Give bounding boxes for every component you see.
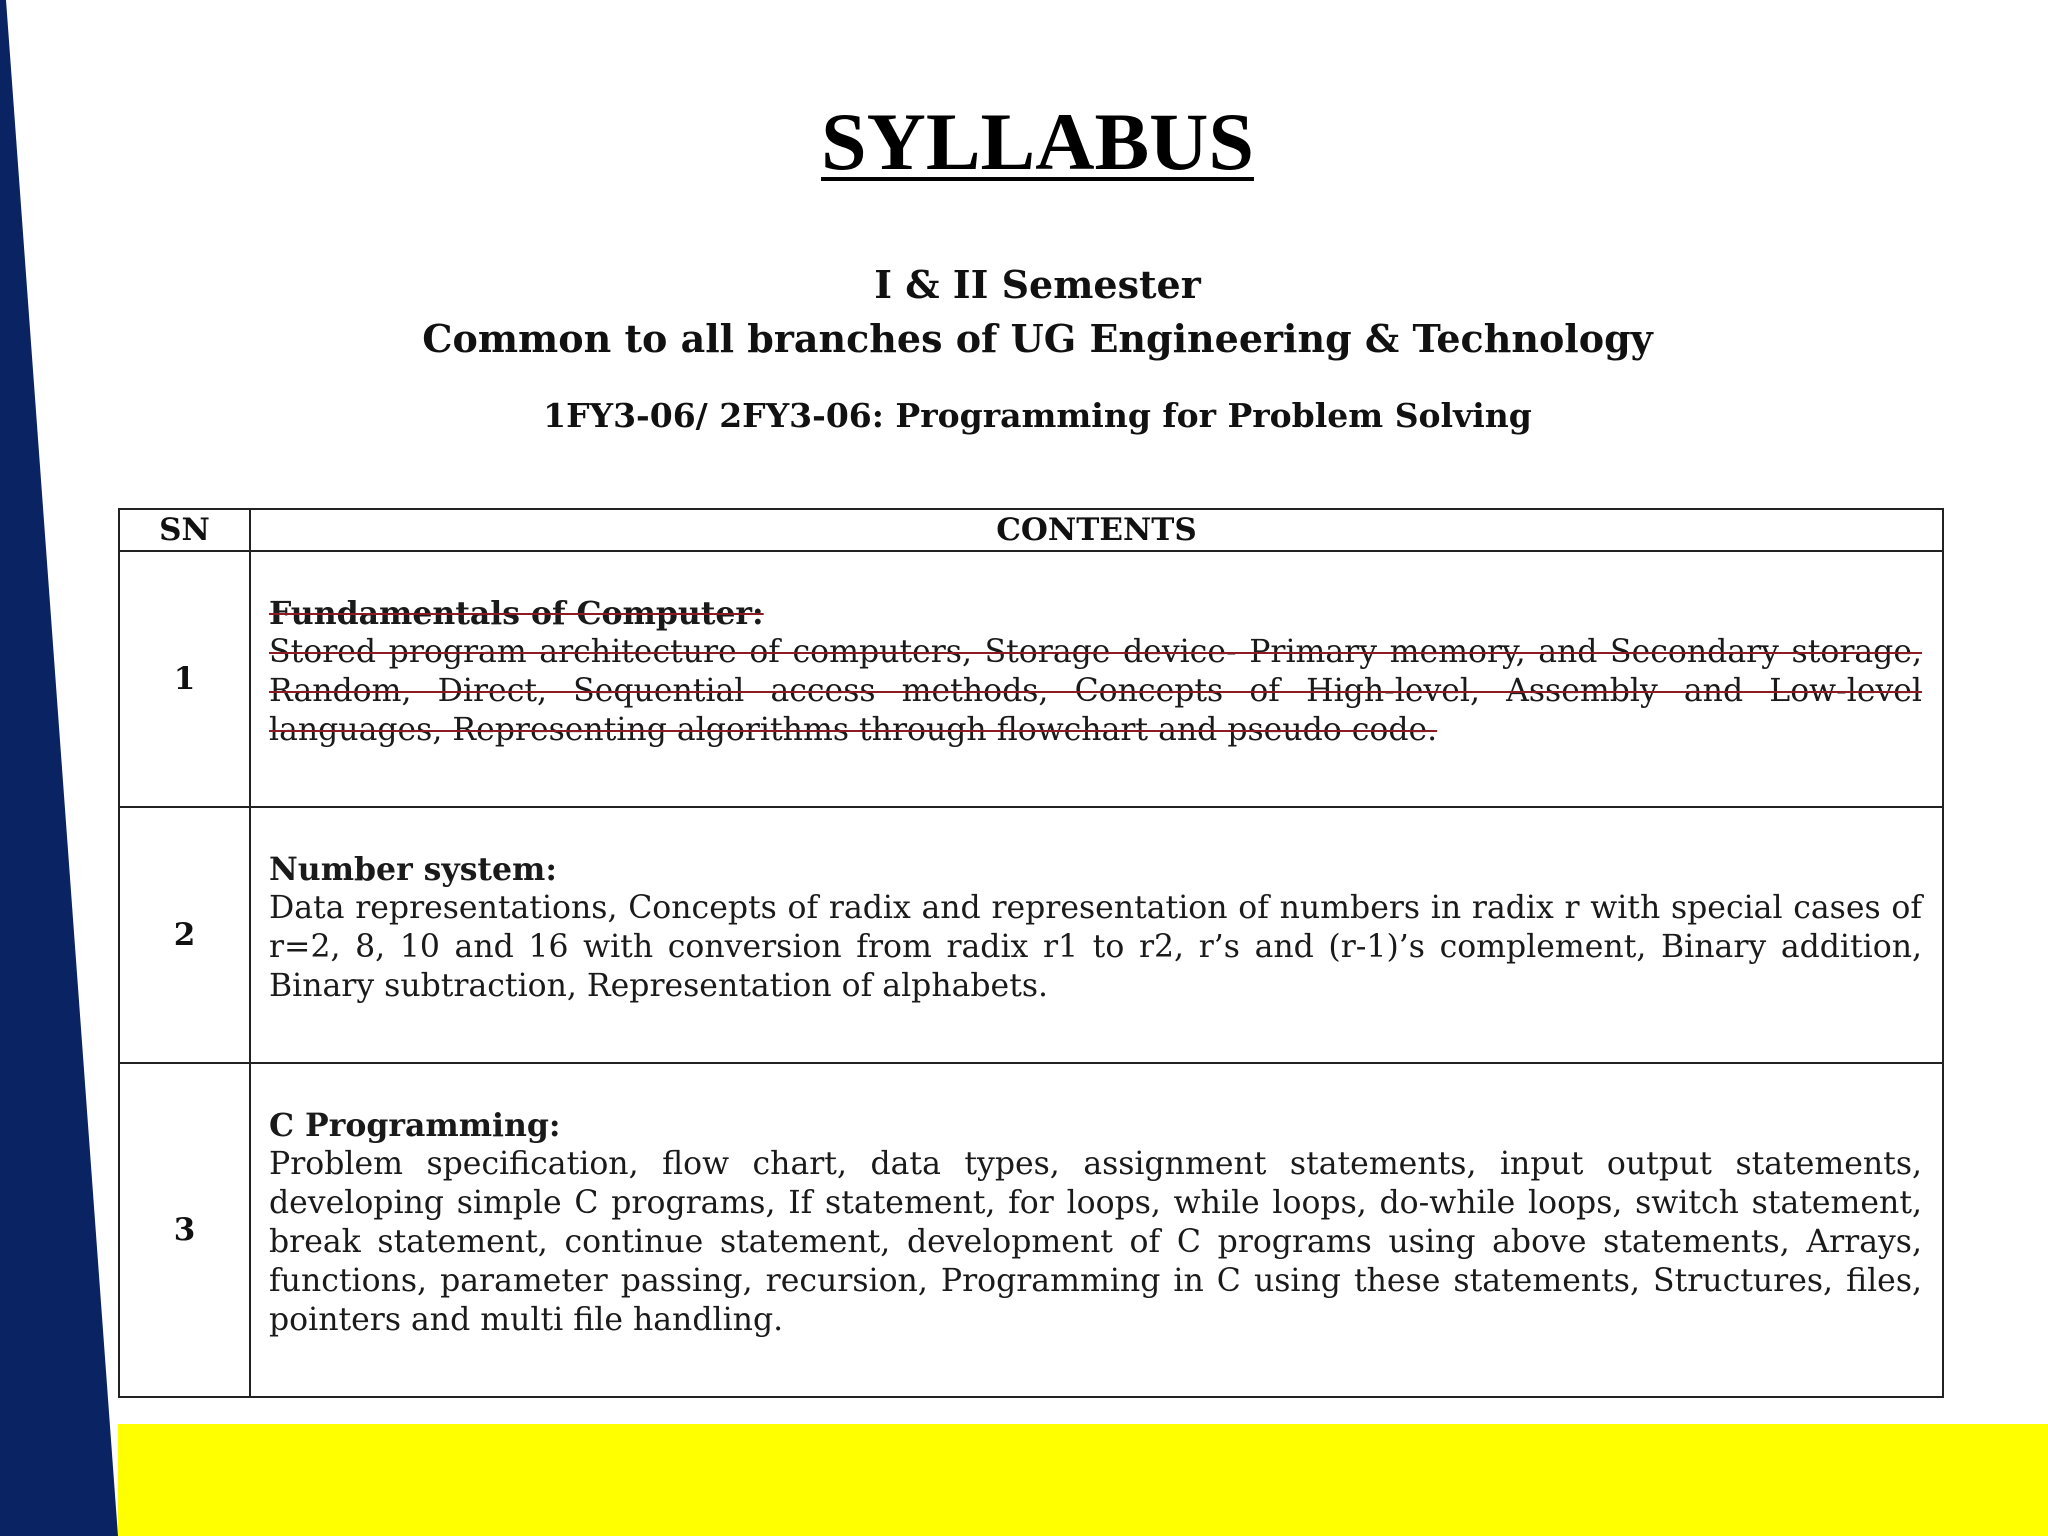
topic-details: Data representations, Concepts of radix and representation of numbers in radix r with special cases of r=2, 8, 10 and 16 with conversion from radix r1 to r2, r’s and (r-1)’s complement, Binary addition, Binary subtraction, Representation of alphabets. [269, 890, 1922, 1004]
left-decorative-band [0, 0, 130, 1536]
row-sn: 2 [119, 807, 250, 1063]
table-row [119, 807, 1943, 1063]
row-contents [250, 551, 1943, 807]
table-header-row [119, 509, 1943, 551]
syllabus-table [118, 508, 1944, 1398]
course-heading: 1FY3-06/ 2FY3-06: Programming for Problem Solving [543, 396, 1532, 435]
topic-title: Fundamentals of Computer: [269, 595, 764, 632]
row-sn: 3 [119, 1063, 250, 1397]
row-contents [250, 1063, 1943, 1397]
row-sn: 1 [119, 551, 250, 807]
topic-details: Stored program architecture of computers, Storage device- Primary memory, and Secondary storage, Random, Direct, Sequential access methods, Concepts of High-level, Assembly and Low-level languages, Representing algorithms through flowchart and pseudo code. [269, 634, 1922, 748]
topic-title: C Programming: [269, 1107, 561, 1144]
branches-heading: Common to all branches of UG Engineering & Technology [422, 316, 1653, 361]
table-row [119, 1063, 1943, 1397]
row-contents [250, 807, 1943, 1063]
page-title: SYLLABUS [821, 96, 1254, 187]
topic-title: Number system: [269, 851, 557, 888]
bottom-decorative-band [118, 1424, 2048, 1536]
semester-heading: I & II Semester [874, 262, 1201, 307]
topic-details: Problem specification, flow chart, data types, assignment statements, input output statements, developing simple C programs, If statement, for loops, while loops, do-while loops, switch statement, break statement, continue statement, development of C programs using above statements, Arrays, functions, parameter passing, recursion, Programming in C using these statements, Structures, files, pointers and multi file handling. [269, 1146, 1922, 1338]
sn-column-header: SN [119, 509, 250, 551]
table-row [119, 551, 1943, 807]
contents-column-header: CONTENTS [250, 509, 1943, 551]
